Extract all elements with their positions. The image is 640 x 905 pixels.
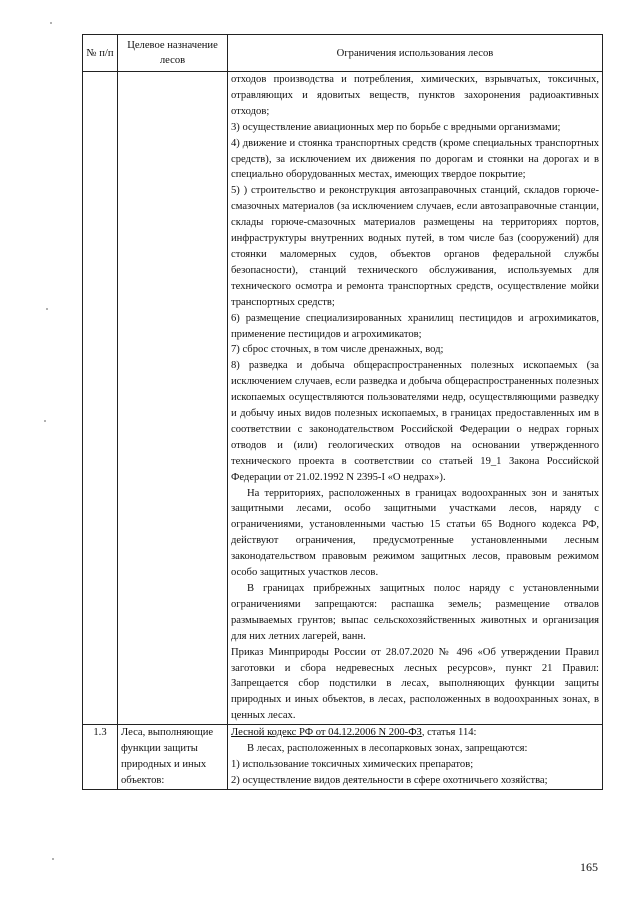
row2-number-cell: 1.3 xyxy=(83,725,118,790)
law-article: , статья 114: xyxy=(421,727,477,739)
restrictions-table xyxy=(82,34,603,790)
header-number: № п/п xyxy=(83,35,118,72)
table-row xyxy=(83,725,603,790)
scan-speck xyxy=(52,858,54,860)
restriction-item: 6) размещение специализированных хранилищ пестицидов и агрохимикатов, применение пестицидов и агрохимикатов; xyxy=(231,312,599,340)
restriction-item: 4) движение и стоянка транспортных средств (кроме специальных транспортных средств), за исключением их движения по дорогам и стоянки на дорогах и в специально оборудованных местах, имеющих твердое покрытие; xyxy=(231,137,599,181)
law-link[interactable]: Лесной кодекс РФ от 04.12.2006 N 200-ФЗ xyxy=(231,727,422,739)
page-number: 165 xyxy=(580,860,598,874)
restriction-item: 2) осуществление видов деятельности в сфере охотничьего хозяйства; xyxy=(231,774,548,786)
restriction-item: 5) ) строительство и реконструкция автозаправочных станций, складов горюче-смазочных материалов (за исключением случаев, если автозаправочные станции, склады горюче-смазочных материалов размещены на территориях портов, инфраструктуры внутренних водных путей, в том числе баз (сооружений) для стоянки маломерных судов, объектов органов федеральной службы безопасности), станций технического обслуживания, используемых для технического осмотра и ремонта транспортных средств, осуществление мойки транспортных средств; xyxy=(231,185,599,308)
scan-speck xyxy=(50,22,52,24)
row1-restrictions-cell xyxy=(228,72,603,725)
water-zone-paragraph: На территориях, расположенных в границах водоохранных зон и занятых защитными лесами, особо защитными участками лесов, наряду с ограничениями, установленными частью 15 статьи 65 Водного кодекса РФ, действуют ограничения, предусмотренные установленными лесным законодательством правовым режимом защитных лесов, правовым режимом особо защитных участков лесов. xyxy=(231,487,599,579)
table-row xyxy=(83,72,603,725)
ministry-order-paragraph: Приказ Минприроды России от 28.07.2020 № 496 «Об утверждении Правил заготовки и сбора недревесных лесных ресурсов», пункт 21 Правил: Запрещается сбор подстилки в лесах, выполняющих функции защиты природных и иных объектов, в лесах, расположенных в водоохранных зонах, в ценных лесах. xyxy=(231,646,599,722)
header-purpose: Целевое назначение лесов xyxy=(118,35,228,72)
table-header-row xyxy=(83,35,603,72)
restriction-item: 7) сброс сточных, в том числе дренажных, вод; xyxy=(231,344,444,356)
restriction-item: отходов производства и потребления, химических, взрывчатых, токсичных, отравляющих и ядовитых веществ, пунктов захоронения радиоактивных отходов; xyxy=(231,74,599,117)
row1-purpose-cell xyxy=(118,72,228,725)
scan-speck xyxy=(46,308,48,310)
row2-purpose-cell: Леса, выполняющие функции защиты природных и иных объектов: xyxy=(118,725,228,790)
header-restrictions: Ограничения использования лесов xyxy=(228,35,603,72)
coastal-strip-paragraph: В границах прибрежных защитных полос наряду с установленными ограничениями запрещаются: распашка земель; размещение отвалов размываемых грунтов; выпас сельскохозяйственных животных и организация для них летних лагерей, ванн. xyxy=(231,583,599,642)
law-reference xyxy=(231,725,599,741)
restriction-item: 3) осуществление авиационных мер по борьбе с вредными организмами; xyxy=(231,121,561,133)
restriction-item: 1) использование токсичных химических препаратов; xyxy=(231,758,474,770)
restriction-item: 8) разведка и добыча общераспространенных полезных ископаемых (за исключением случаев, если разведка и добыча общераспространенных полезных ископаемых осуществляются пользователями недр, осуществляющими разведку и добычу иных видов полезных ископаемых, в границах предоставленных им в соответствии с законодательством Российской Федерации о недрах горных отводов и (или) геологических отводов на основании утвержденного технического проекта в соответствии со статьей 19_1 Закона Российской Федерации от 21.02.1992 N 2395-I «О недрах»). xyxy=(231,360,599,483)
row1-number-cell xyxy=(83,72,118,725)
forest-park-intro: В лесах, расположенных в лесопарковых зонах, запрещаются: xyxy=(247,743,528,755)
scan-speck xyxy=(44,420,46,422)
row2-restrictions-cell xyxy=(228,725,603,790)
